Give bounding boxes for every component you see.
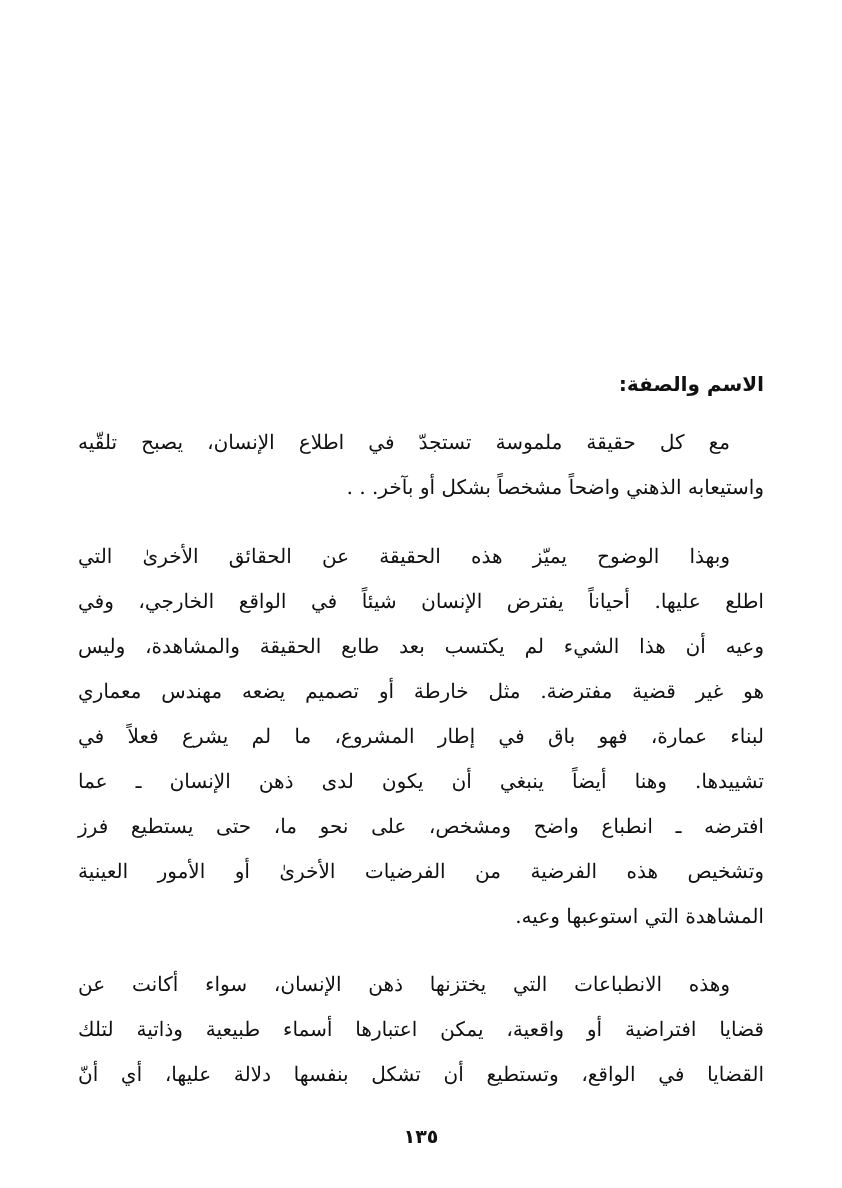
page-number: ١٣٥ (403, 1126, 439, 1148)
paragraph-line: وهذه الانطباعات التي يختزنها ذهن الإنسان، سواء أكانت عن (78, 972, 730, 996)
paragraph-line: مع كل حقيقة ملموسة تستجدّ في اطلاع الإنسان، يصبح تلقّيه (78, 430, 730, 454)
paragraph-line: القضايا في الواقع، وتستطيع أن تشكل بنفسها دلالة عليها، أي أنّ (78, 1062, 764, 1086)
paragraph-line: اطلع عليها. أحياناً يفترض الإنسان شيئاً في الواقع الخارجي، وفي (78, 589, 764, 613)
paragraph-line: هو غير قضية مفترضة. مثل خارطة أو تصميم يضعه مهندس معماري (78, 679, 764, 703)
paragraph-2 (78, 534, 764, 939)
paragraph-line: افترضه ـ انطباع واضح ومشخص، على نحو ما، حتى يستطيع فرز (78, 814, 764, 838)
paragraph-3 (78, 962, 764, 1097)
paragraph-line: واستيعابه الذهني واضحاً مشخصاً بشكل أو بآخر. . . (346, 475, 764, 499)
paragraph-line: وتشخيص هذه الفرضية من الفرضيات الأخرىٰ أو الأمور العينية (78, 859, 764, 883)
paragraph-1 (78, 420, 764, 510)
paragraph-line: وعيه أن هذا الشيء لم يكتسب بعد طابع الحقيقة والمشاهدة، وليس (78, 634, 764, 658)
paragraph-line: وبهذا الوضوح يميّز هذه الحقيقة عن الحقائق الأخرىٰ التي (78, 544, 730, 568)
section-heading: الاسم والصفة: (618, 372, 764, 396)
paragraph-line: لبناء عمارة، فهو باق في إطار المشروع، ما لم يشرع فعلاً في (78, 724, 764, 748)
paragraph-line: تشييدها. وهنا أيضاً ينبغي أن يكون لدى ذهن الإنسان ـ عما (78, 769, 764, 793)
paragraph-line: قضايا افتراضية أو واقعية، يمكن اعتبارها أسماء طبيعية وذاتية لتلك (78, 1017, 764, 1041)
paragraph-line: المشاهدة التي استوعبها وعيه. (515, 904, 764, 928)
